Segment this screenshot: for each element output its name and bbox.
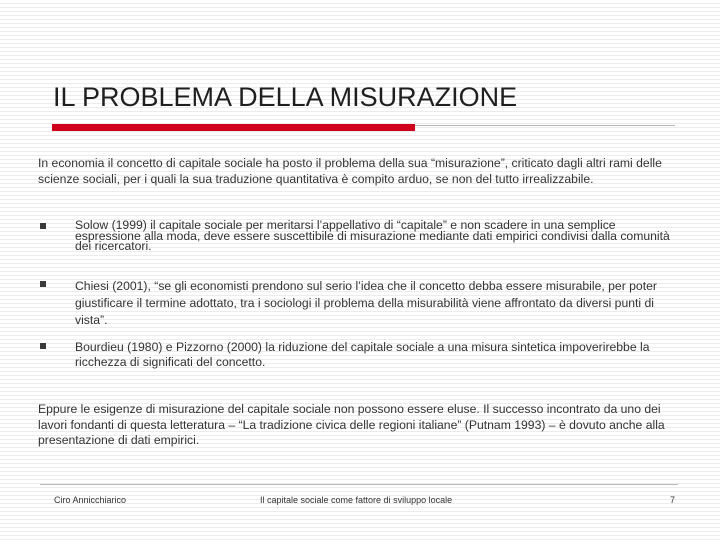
footer-author: Ciro Annicchiarico [54,495,127,505]
square-bullet-icon [40,343,46,349]
bullet-text: Chiesi (2001), “se gli economisti prendono sul serio l’idea che il concetto debba essere misurabile, per poter giustificare il termine adottato, tra i sociologi il problema della misurabilità viene affrontato da diversi punti di vista”. [75,279,657,327]
bullet-text: Solow (1999) il capitale sociale per meritarsi l’appellativo di “capitale” e non scadere in una semplice espressione alla moda, deve essere suscettibile di misurazione mediante dati empirici condivisi dalla comunità dei ricercatori. [75,218,670,253]
square-bullet-icon [40,281,46,287]
slide-title: IL PROBLEMA DELLA MISURAZIONE [53,82,518,112]
bullet-text: Bourdieu (1980) e Pizzorno (2000) la riduzione del capitale sociale a una misura sintetica impoverirebbe la ricchezza di significati del concetto. [75,340,650,369]
square-bullet-icon [40,223,46,229]
closing-paragraph: Eppure le esigenze di misurazione del capitale sociale non possono essere eluse. Il successo incontrato da uno dei lavori fondanti di questa letteratura – “La tradizione civica delle regioni italiane” (Putnam 1993) – è dovuto anche alla presentazione di dati empirici. [38,402,665,448]
intro-paragraph: In economia il concetto di capitale sociale ha posto il problema della sua “misurazione”, criticato dagli altri rami delle scienze sociali, per i quali la sua traduzione quantitativa è compito arduo, se non del tutto irrealizzabile. [38,156,662,186]
title-underline-rule [415,125,675,126]
footer-subject: Il capitale sociale come fattore di sviluppo locale [260,495,453,505]
title-underline-accent [52,124,415,131]
footer-rule [40,484,678,485]
slide-body [38,156,678,448]
page-number: 7 [670,495,676,505]
